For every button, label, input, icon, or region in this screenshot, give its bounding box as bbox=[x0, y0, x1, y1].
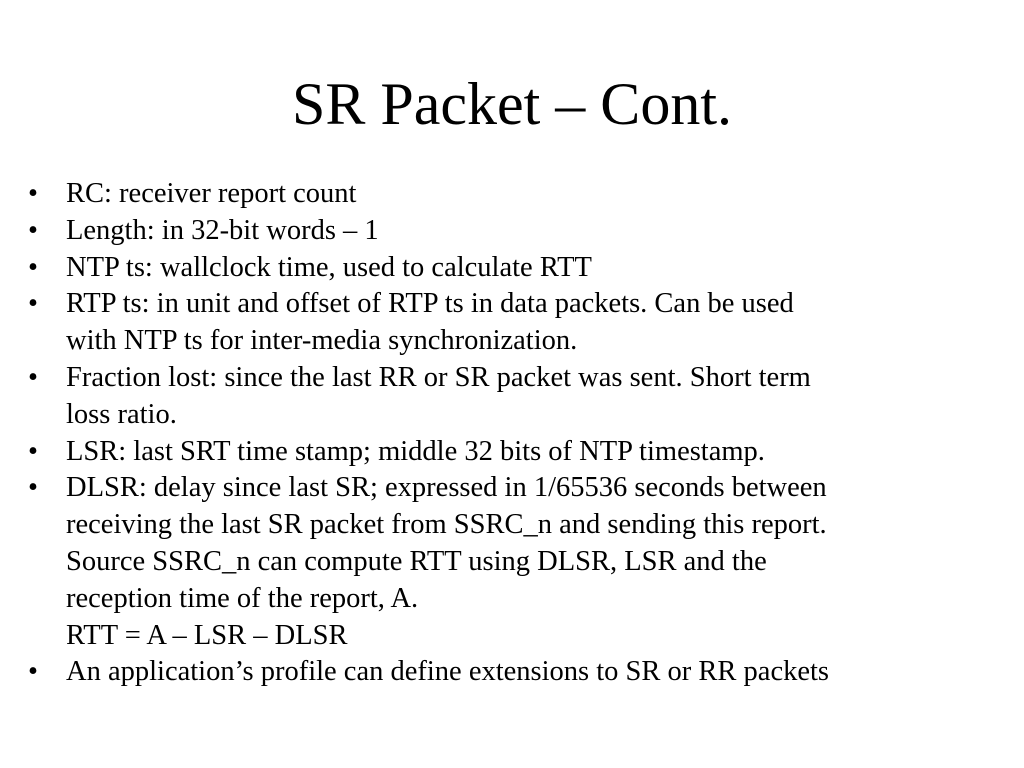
bullet-dot-icon: • bbox=[28, 656, 38, 688]
bullet-text: receiving the last SR packet from SSRC_n and sending this report. bbox=[66, 509, 827, 541]
bullet-text: Fraction lost: since the last RR or SR packet was sent. Short term bbox=[66, 361, 811, 393]
bullet-dot-icon: • bbox=[28, 214, 38, 246]
bullet-text: Length: in 32-bit words – 1 bbox=[66, 214, 379, 246]
bullet-dot-icon: • bbox=[28, 178, 38, 209]
bullet-item-length bbox=[28, 213, 1008, 250]
bullet-item-rtp-ts bbox=[28, 286, 1008, 360]
bullet-item-dlsr bbox=[28, 470, 1008, 654]
bullet-text: NTP ts: wallclock time, used to calculate RTT bbox=[66, 251, 592, 283]
bullet-text: DLSR: delay since last SR; expressed in 1/65536 seconds between bbox=[66, 472, 827, 504]
bullet-text: An application’s profile can define extensions to SR or RR packets bbox=[66, 656, 830, 688]
bullet-text: with NTP ts for inter-media synchronization. bbox=[66, 325, 578, 357]
bullet-dot-icon: • bbox=[28, 251, 38, 283]
bullet-dot-icon: • bbox=[28, 435, 38, 467]
bullet-dot-icon: • bbox=[28, 472, 38, 504]
bullet-text: RTT = A – LSR – DLSR bbox=[66, 619, 348, 651]
bullet-text: LSR: last SRT time stamp; middle 32 bits of NTP timestamp. bbox=[66, 435, 765, 467]
bullet-text: RTP ts: in unit and offset of RTP ts in data packets. Can be used bbox=[66, 288, 794, 320]
bullet-item-lsr bbox=[28, 434, 1008, 471]
bullet-list bbox=[28, 176, 1008, 691]
bullet-item-fraction-lost bbox=[28, 360, 1008, 434]
bullet-item-ntp-ts bbox=[28, 250, 1008, 287]
bullet-text: loss ratio. bbox=[66, 398, 177, 430]
bullet-item-rc bbox=[28, 176, 1008, 213]
slide-title: SR Packet – Cont. bbox=[291, 71, 732, 137]
bullet-dot-icon: • bbox=[28, 361, 38, 393]
bullet-item-profile bbox=[28, 654, 1008, 691]
bullet-text: Source SSRC_n can compute RTT using DLSR, LSR and the bbox=[66, 545, 767, 577]
bullet-text: reception time of the report, A. bbox=[66, 582, 419, 614]
bullet-dot-icon: • bbox=[28, 288, 38, 320]
bullet-text: RC: receiver report count bbox=[66, 178, 357, 209]
